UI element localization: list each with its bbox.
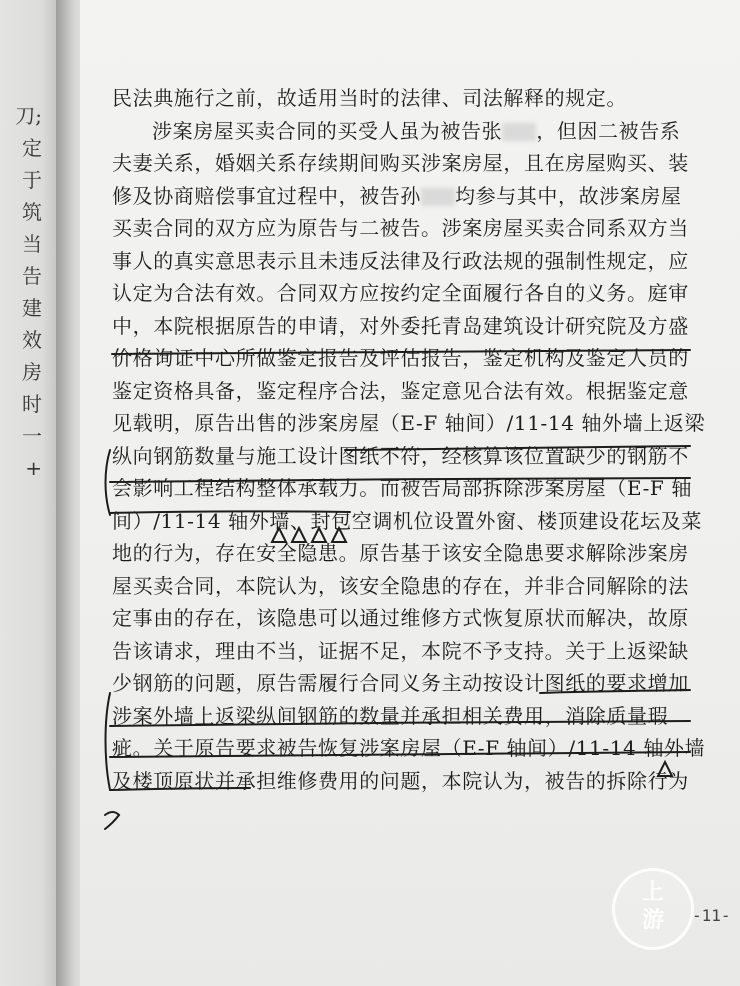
line-text: 鉴定资格具备，鉴定程序合法，鉴定意见合法有效。根据鉴定意: [112, 378, 689, 403]
previous-page-fragment: 于: [22, 168, 42, 192]
line-text: 中，本院根据原告的申请，对外委托青岛建筑设计研究院及方盛: [112, 313, 689, 338]
judgment-text: [112, 82, 722, 797]
document-page: [80, 0, 740, 986]
text-line: [112, 407, 722, 440]
line-text: 纵向钢筋数量与施工设计图纸不符，经核算该位置缺少的钢筋不: [112, 443, 689, 468]
line-text: 涉案外墙上返梁纵间钢筋的数量并承担相关费用，消除质量瑕: [112, 703, 669, 728]
line-text: 屋买卖合同，本院认为，该安全隐患的存在，并非合同解除的法: [112, 573, 689, 598]
text-line: [112, 635, 722, 668]
redaction-blur: [502, 123, 536, 141]
text-line: [112, 147, 722, 180]
previous-page: [0, 0, 60, 986]
line-text: 事人的真实意思表示且未违反法律及行政法规的强制性规定，应: [112, 248, 689, 273]
line-text: 夫妻关系，婚姻关系存续期间购买涉案房屋，且在房屋购买、装: [112, 151, 689, 175]
previous-page-fragment: 建: [22, 296, 42, 320]
line-text: 告该请求，理由不当，证据不足，本院不予支持。关于上返梁缺: [112, 638, 689, 663]
line-text: 民法典施行之前，故适用当时的法律、司法解释的规定。: [112, 86, 627, 110]
line-text: 均参与其中，故涉案房屋: [455, 183, 682, 208]
line-text: 及楼顶原状并承担维修费用的问题，本院认为，被告的拆除行为: [112, 768, 689, 793]
text-line: [112, 505, 722, 538]
previous-page-fragment: 定: [22, 136, 42, 160]
text-line: [112, 342, 722, 375]
previous-page-fragment: 告: [22, 264, 42, 288]
previous-page-fragment: 效: [22, 328, 42, 352]
text-line: [112, 732, 722, 765]
line-text: 买卖合同的双方应为原告与二被告。涉案房屋买卖合同系双方当: [112, 216, 689, 240]
page-number: -11-: [692, 906, 731, 925]
previous-page-fragment: +: [25, 456, 42, 480]
previous-page-fragment: 筑: [22, 200, 42, 224]
line-text: 修及协商赔偿事宜过程中，被告孙: [112, 183, 421, 208]
line-text: 认定为合法有效。合同双方应按约定全面履行各自的义务。庭审: [112, 281, 689, 305]
text-line: [112, 277, 722, 310]
watermark-text: [615, 879, 691, 935]
line-text: 涉案房屋买卖合同的买受人虽为被告张: [152, 118, 503, 143]
media-watermark-logo: [612, 868, 694, 950]
text-line: [112, 700, 722, 733]
text-line: [112, 310, 722, 343]
text-line: [112, 212, 722, 245]
text-line: [112, 82, 722, 115]
text-line: [112, 180, 722, 213]
text-line: [112, 537, 722, 570]
redaction-blur: [421, 188, 455, 206]
text-line: [112, 245, 722, 278]
line-text: 定事由的存在，该隐患可以通过维修方式恢复原状而解决，故原: [112, 606, 689, 630]
previous-page-text: [2, 100, 42, 484]
previous-page-fragment: 一: [22, 424, 42, 448]
line-text: 地的行为，存在安全隐患。原告基于该安全隐患要求解除涉案房: [112, 541, 689, 565]
previous-page-fragment: 刀;: [15, 104, 42, 128]
watermark-char: 游: [641, 908, 664, 933]
text-line: [112, 602, 722, 635]
text-line: [112, 440, 722, 473]
text-line: [112, 375, 722, 408]
line-text: 会影响工程结构整体承载力。而被告局部拆除涉案房屋（E-F 轴: [112, 476, 692, 500]
line-text: ，但因二被告系: [536, 118, 681, 143]
text-line: [112, 765, 722, 798]
line-text: 价格询证中心所做鉴定报告及评估报告，鉴定机构及鉴定人员的: [112, 346, 689, 370]
text-line: [112, 667, 722, 700]
watermark-char: 上: [641, 880, 664, 905]
line-text: 少钢筋的问题，原告需履行合同义务主动按设计图纸的要求增加: [112, 671, 689, 695]
line-text: 间）/11-14 轴外墙、封包空调机位设置外窗、楼顶建设花坛及菜: [112, 508, 702, 533]
text-line: [112, 115, 722, 148]
line-text: 疵。关于原告要求被告恢复涉案房屋（E-F 轴间）/11-14 轴外墙: [112, 736, 706, 760]
text-line: [112, 570, 722, 603]
line-text: 见载明，原告出售的涉案房屋（E-F 轴间）/11-14 轴外墙上返梁: [112, 411, 706, 435]
previous-page-fragment: 房: [22, 360, 42, 384]
text-line: [112, 472, 722, 505]
previous-page-fragment: 时: [22, 392, 42, 416]
previous-page-fragment: 当: [22, 232, 42, 256]
